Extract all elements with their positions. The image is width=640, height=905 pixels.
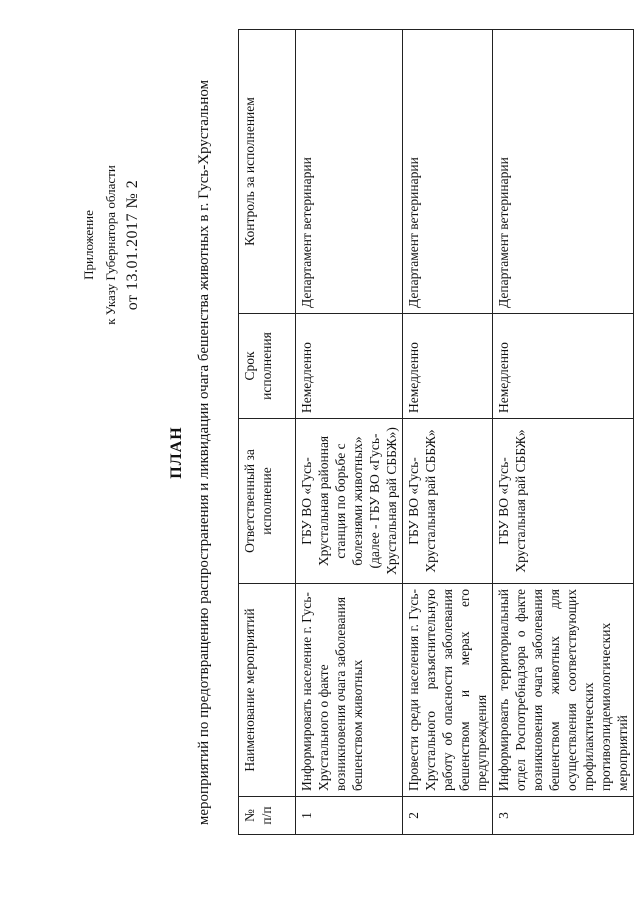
row-responsible: ГБУ ВО «Гусь-Хрустальная рай СББЖ» xyxy=(493,419,634,584)
row-deadline: Немедленно xyxy=(493,314,634,419)
row-activity: Информировать территориальный отдел Роспотребнадзора о факте возникновения очага заболевания бешенством животных для осуществления соответствующих профилактических противоэпидемиологических мероприятий xyxy=(493,584,634,797)
header-control: Контроль за исполнением xyxy=(239,30,296,314)
table-row xyxy=(296,30,403,835)
row-number: 3 xyxy=(493,797,634,835)
row-responsible: ГБУ ВО «Гусь-Хрустальная рай СББЖ» xyxy=(403,419,493,584)
plan-title: ПЛАН xyxy=(168,426,185,479)
appendix-decree: к Указу Губернатора области xyxy=(103,165,118,325)
appendix-block xyxy=(78,65,144,425)
row-deadline: Немедленно xyxy=(403,314,493,419)
appendix-label: Приложение xyxy=(81,210,96,280)
appendix-date-number: от 13.01.2017 № 2 xyxy=(124,179,141,311)
row-control: Департамент ветеринарии xyxy=(403,30,493,314)
table-header-row xyxy=(239,30,296,835)
header-deadline: Срок исполнения xyxy=(239,314,296,419)
row-activity: Провести среди населения г. Гусь-Хрустального разъяснительную работу об опасности заболевания бешенством и мерах его предупреждения xyxy=(403,584,493,797)
row-number: 2 xyxy=(403,797,493,835)
row-activity: Информировать население г. Гусь-Хрустального о факте возникновения очага заболевания бешенством животных xyxy=(296,584,403,797)
plan-table xyxy=(238,29,634,835)
plan-subtitle: мероприятий по предотвращению распространения и ликвидации очага бешенства животных в г. Гусь-Хрустальном xyxy=(196,79,212,826)
row-control: Департамент ветеринарии xyxy=(296,30,403,314)
table-row xyxy=(403,30,493,835)
row-control: Департамент ветеринарии xyxy=(493,30,634,314)
header-activity: Наименование мероприятий xyxy=(239,584,296,797)
header-responsible: Ответственный за исполнение xyxy=(239,419,296,584)
row-responsible: ГБУ ВО «Гусь-Хрустальная районная станция по борьбе с болезнями животных» (далее - ГБУ ВО «Гусь-Хрустальная рай СББЖ») xyxy=(296,419,403,584)
row-number: 1 xyxy=(296,797,403,835)
header-number: № п/п xyxy=(239,797,296,835)
row-deadline: Немедленно xyxy=(296,314,403,419)
table-row xyxy=(493,30,634,835)
